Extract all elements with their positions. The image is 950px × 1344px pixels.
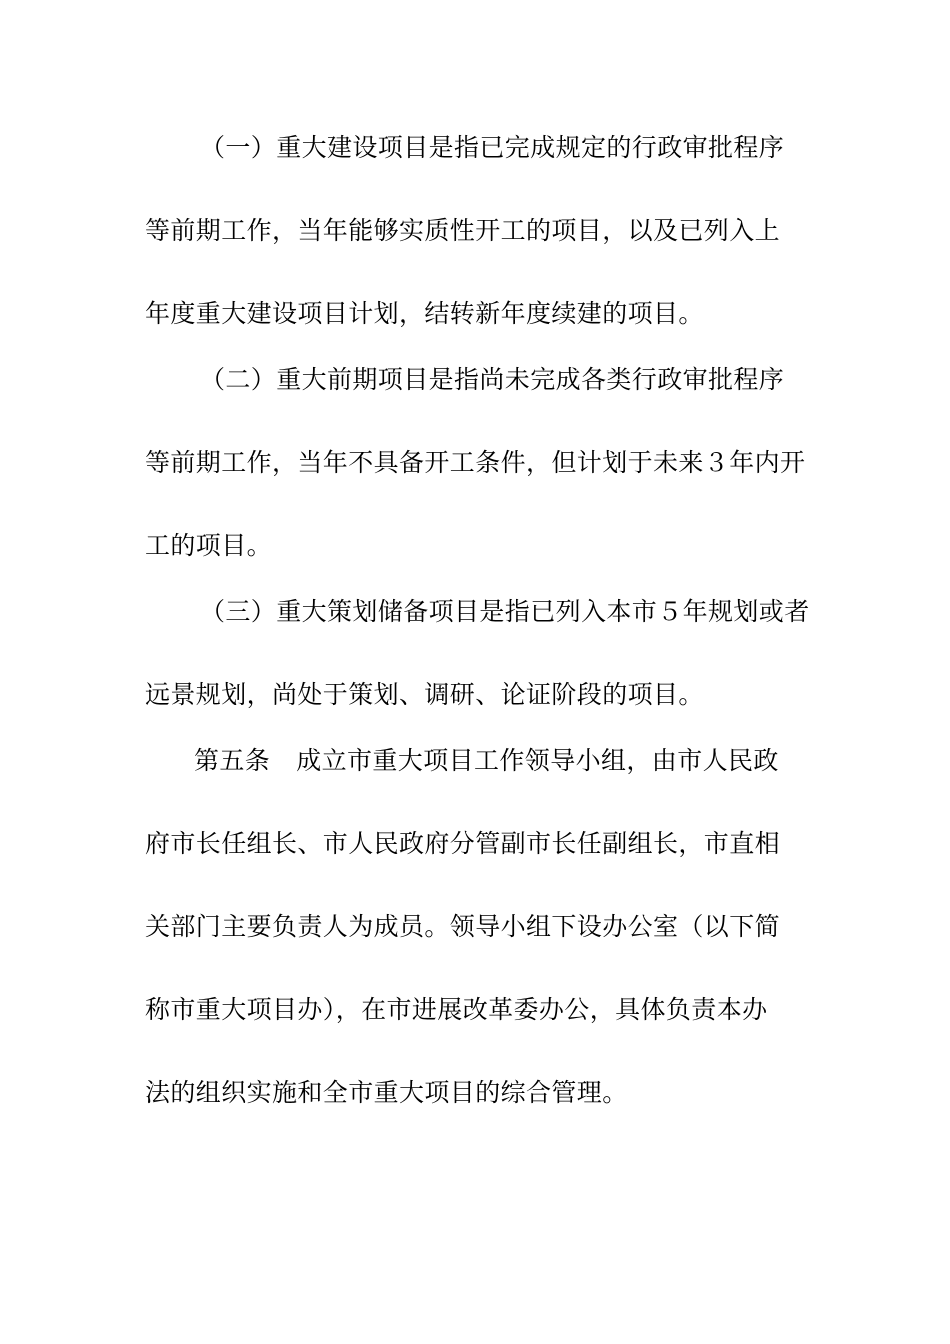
article-text: 成立市重大项目工作领导小组，由市人民政 (296, 746, 779, 775)
paragraph-line: 年度重大建设项目计划，结转新年度续建的项目。 (145, 299, 704, 328)
paragraph-line: 远景规划，尚处于策划、调研、论证阶段的项目。 (145, 680, 704, 709)
paragraph-line: 法的组织实施和全市重大项目的综合管理。 (145, 1078, 628, 1107)
article-first-line (194, 745, 779, 777)
paragraph-line: 等前期工作，当年能够实质性开工的项目，以及已列入上 (145, 216, 781, 245)
paragraph-line: （一）重大建设项目是指已完成规定的行政审批程序 (200, 133, 785, 162)
paragraph-line: 关部门主要负责人为成员。领导小组下设办公室（以下简 (145, 912, 781, 941)
paragraph-line: （二）重大前期项目是指尚未完成各类行政审批程序 (200, 365, 785, 394)
article-label: 第五条 (194, 746, 271, 775)
paragraph-line: 等前期工作，当年不具备开工条件，但计划于未来３年内开 (145, 448, 806, 477)
paragraph-line: （三）重大策划储备项目是指已列入本市５年规划或者 (200, 597, 810, 626)
paragraph-line: 工的项目。 (145, 531, 273, 560)
paragraph-line: 称市重大项目办），在市进展改革委办公，具体负责本办 (145, 995, 768, 1024)
paragraph-line: 府市长任组长、市人民政府分管副市长任副组长，市直相 (145, 829, 781, 858)
